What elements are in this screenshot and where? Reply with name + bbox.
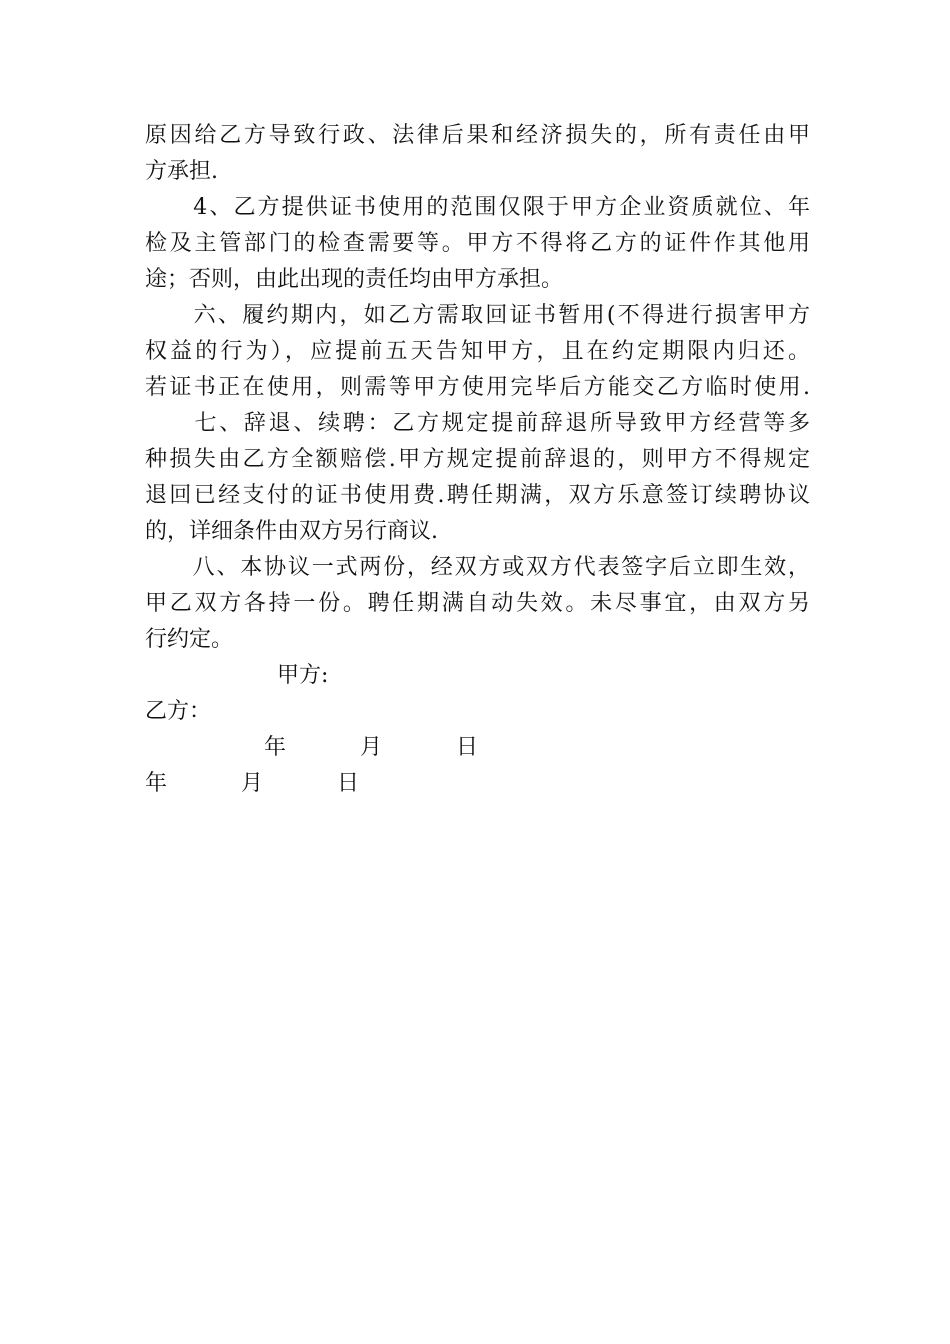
paragraph-1-line-2: 方承担. xyxy=(145,159,218,184)
paragraph-4-line-1: 七、辞退、续聘：乙方规定提前辞退所导致甲方经营等多 xyxy=(145,411,810,436)
party-b-date-month: 月 xyxy=(241,771,264,796)
party-a-date-day: 日 xyxy=(456,735,479,760)
paragraph-5-line-1: 八、本协议一式两份，经双方或双方代表签字后立即生效， xyxy=(145,555,810,580)
party-a-date-month: 月 xyxy=(360,735,383,760)
party-a-date-year: 年 xyxy=(264,735,287,760)
paragraph-4-line-3: 退回已经支付的证书使用费.聘任期满，双方乐意签订续聘协议 xyxy=(145,483,810,508)
party-b-label: 乙方： xyxy=(145,699,212,724)
paragraph-2-line-3: 途；否则，由此出现的责任均由甲方承担。 xyxy=(145,267,564,292)
paragraph-4-line-4: 的，详细条件由双方另行商议. xyxy=(145,519,438,544)
paragraph-4-line-2: 种损失由乙方全额赔偿.甲方规定提前辞退的，则甲方不得规定 xyxy=(145,447,810,472)
paragraph-5-line-3: 行约定。 xyxy=(145,627,234,652)
paragraph-3-line-3: 若证书正在使用，则需等甲方使用完毕后方能交乙方临时使用. xyxy=(145,375,810,400)
paragraph-2-line-1: 4、乙方提供证书使用的范围仅限于甲方企业资质就位、年 xyxy=(145,195,810,220)
paragraph-5-line-2: 甲乙双方各持一份。聘任期满自动失效。未尽事宜，由双方另 xyxy=(145,591,810,616)
paragraph-3-line-1: 六、履约期内，如乙方需取回证书暂用(不得进行损害甲方 xyxy=(145,303,810,328)
paragraph-2-line-2: 检及主管部门的检查需要等。甲方不得将乙方的证件作其他用 xyxy=(145,231,810,256)
paragraph-3-line-2: 权益的行为），应提前五天告知甲方，且在约定期限内归还。 xyxy=(145,339,810,364)
party-a-label: 甲方: xyxy=(277,663,329,688)
party-b-date-day: 日 xyxy=(337,771,360,796)
party-b-date-year: 年 xyxy=(145,771,168,796)
paragraph-1-line-1: 原因给乙方导致行政、法律后果和经济损失的，所有责任由甲 xyxy=(145,123,810,148)
